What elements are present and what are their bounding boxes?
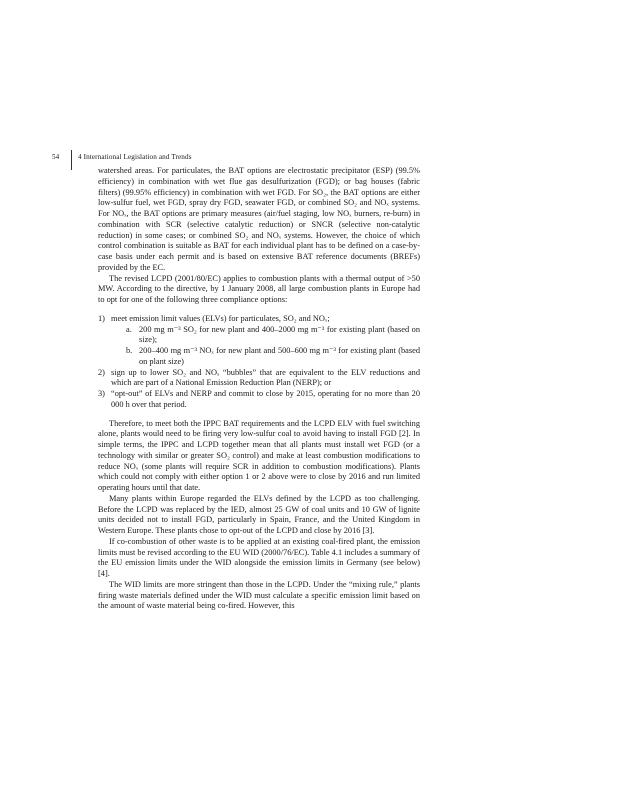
- chapter-title: 4 International Legislation and Trends: [78, 153, 192, 161]
- paragraph-lcpd-intro: The revised LCPD (2001/80/EC) applies to combustion plants with a thermal output of >50 MW. According to the directive, by 1 January 2008, all large combustion plants in Europe had to opt for one of the following three compliance options:: [98, 273, 420, 304]
- list-item: [98, 389, 420, 411]
- list-item-label: 3): [98, 389, 105, 398]
- list-item: [98, 368, 420, 390]
- sub-list-item: [111, 346, 420, 368]
- sub-list-item-text: 200 mg m⁻³ SO₂ for new plant and 400–2000 mg m⁻³ for existing plant (based on size);: [139, 324, 420, 345]
- page-number: 54: [52, 153, 60, 161]
- header-divider: [71, 150, 72, 170]
- paragraph-wid-limits: The WID limits are more stringent than those in the LCPD. Under the “mixing rule,” plants firing waste materials defined under the WID must calculate a specific emission limit based on the amount of waste material being co-fired. However, this: [98, 579, 420, 611]
- paragraph-fuel-switching: Therefore, to meet both the IPPC BAT requirements and the LCPD ELV with fuel switching alone, plants would need to be firing very low-sulfur coal to avoid having to install FGD [2]. In simple terms, the IPPC and LCPD together mean that all plants must install wet FGD (or a technology with similar or greater SO₂ control) and make at least combustion modifications to reduce NOₓ (some plants will require SCR in addition to combustion modifications). Plants which could not comply with either option 1 or 2 above were to close by 2016 and run limited operating hours until that date.: [98, 418, 420, 492]
- sub-list-item: [111, 325, 420, 347]
- list-item-text: sign up to lower SO₂ and NOₓ “bubbles” that are equivalent to the ELV reductions and which are part of a National Emission Reduction Plan (NERP); or: [111, 367, 420, 388]
- list-item-label: 2): [98, 367, 105, 377]
- sub-list-item-label: a.: [126, 324, 132, 334]
- list-item-text: “opt-out” of ELVs and NERP and commit to close by 2015, operating for no more than 20 000 h over that period.: [111, 389, 420, 409]
- body-text: [98, 166, 420, 612]
- sub-list-item-label: b.: [126, 346, 133, 355]
- paragraph-bat-options: watershed areas. For particulates, the BAT options are electrostatic precipitator (ESP) (99.5% efficiency) in combination with wet flue gas desulfurization (FGD); or bag houses (fabric filters) (99.95% efficiency) in combination with wet FGD. For SO₂, the BAT options are either low-sulfur fuel, wet FGD, spray dry FGD, seawater FGD, or combined SO₂ and NOₓ systems. For NOₓ, the BAT options are primary measures (air/fuel staging, low NOₓ burners, re-burn) in combination with SCR (selective catalytic reduction) or SNCR (selective non-catalytic reduction) in some cases; or combined SO₂ and NOₓ systems. However, the choice of which control combination is suitable as BAT for each individual plant has to be defined on a case-by-case basis under each permit and is based on extensive BAT reference documents (BREFs) provided by the EC.: [98, 166, 420, 272]
- paragraph-opt-out: Many plants within Europe regarded the ELVs defined by the LCPD as too challenging. Before the LCPD was replaced by the IED, almost 25 GW of coal units and 10 GW of lignite units decided not to install FGD, particularly in Spain, France, and the United Kingdom in Western Europe. These plants chose to opt-out of the LCPD and close by 2016 [3].: [98, 493, 420, 535]
- sub-list-item-text: 200–400 mg m⁻³ NOₓ for new plant and 500–600 mg m⁻³ for existing plant (based on plant size): [139, 346, 420, 366]
- list-item: [98, 314, 420, 368]
- compliance-options-list: [98, 314, 420, 411]
- paragraph-co-combustion: If co-combustion of other waste is to be applied at an existing coal-fired plant, the emission limits must be revised according to the EU WID (2000/76/EC). Table 4.1 includes a summary of the EU emission limits under the WID alongside the emission limits in Germany (see below) [4].: [98, 536, 420, 578]
- list-item-text: meet emission limit values (ELVs) for particulates, SO₂ and NOₓ;: [111, 313, 330, 323]
- list-item-label: 1): [98, 313, 105, 323]
- sub-list: [111, 325, 420, 368]
